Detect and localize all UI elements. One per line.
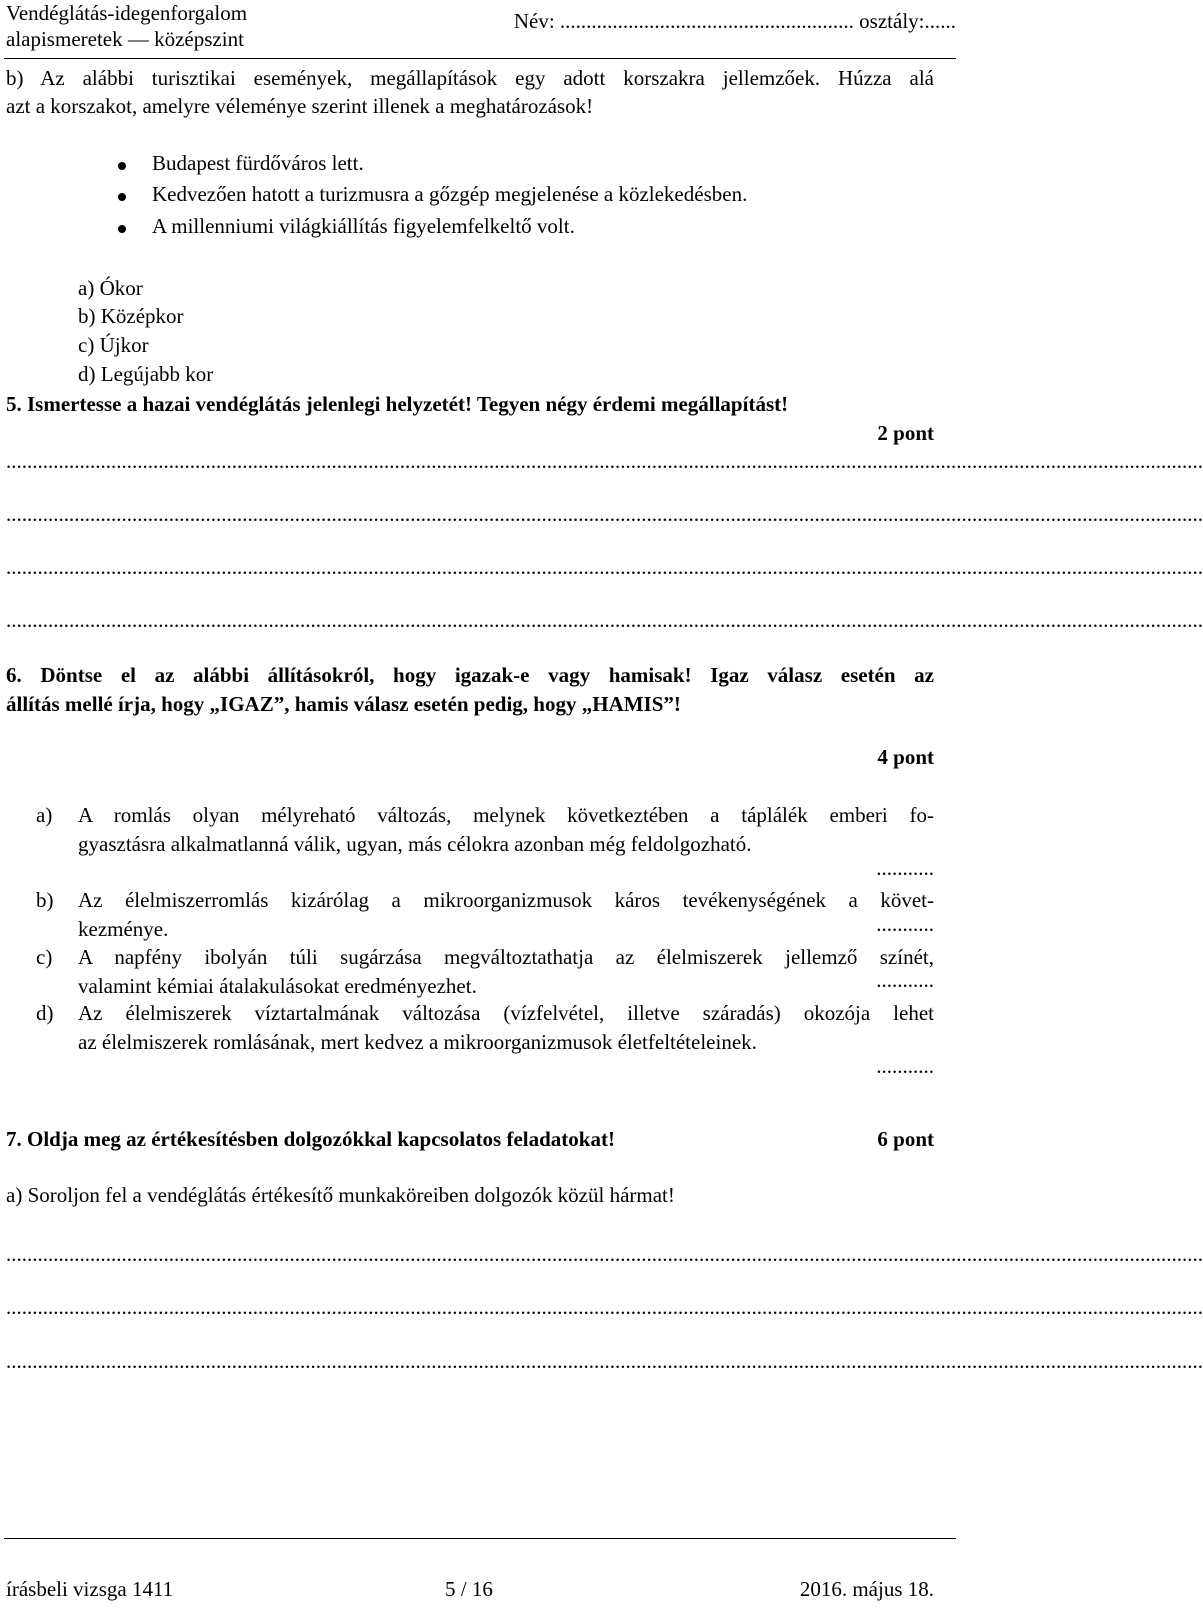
q6-item-a-line2: gyasztásra alkalmatlanná válik, ugyan, más célokra azonban még feldolgozható.	[78, 832, 752, 856]
q6-item-a-answer[interactable]: ...........	[876, 856, 934, 880]
q4b-bullet-1: Budapest fürdőváros lett.	[152, 151, 364, 175]
q6-item-c-line2: valamint kémiai átalakulásokat eredményezhet.	[78, 974, 477, 998]
q6-points: 4 pont	[877, 745, 934, 769]
q6-item-b-label: b)	[36, 888, 54, 912]
q4b-option-a[interactable]: a) Ókor	[78, 276, 143, 300]
q4b-option-c[interactable]: c) Újkor	[78, 333, 149, 357]
q5-answer-line-3[interactable]: ....................................................................................................................................................................................................................................	[6, 555, 1203, 579]
q5-points: 2 pont	[877, 421, 934, 445]
q7-sub-a: a) Soroljon fel a vendéglátás értékesítő munkaköreiben dolgozók közül hármat!	[6, 1183, 675, 1207]
header-subject	[6, 0, 247, 52]
q7-answer-line-1[interactable]: ....................................................................................................................................................................................................................................	[6, 1242, 1203, 1266]
bullet-icon	[118, 225, 126, 233]
bullet-icon	[118, 193, 126, 201]
q6-item-b-line1: Az élelmiszerromlás kizárólag a mikroorganizmusok káros tevékenységének a követ-	[78, 888, 934, 912]
q5-question: 5. Ismertesse a hazai vendéglátás jelenlegi helyzetét! Tegyen négy érdemi megállapítást!	[6, 392, 789, 416]
q6-item-d-line1: Az élelmiszerek víztartalmának változása (vízfelvétel, illetve száradás) okozója lehet	[78, 1001, 934, 1025]
q6-item-b-answer[interactable]: ...........	[876, 912, 934, 936]
q6-item-d-label: d)	[36, 1001, 54, 1025]
q7-points: 6 pont	[877, 1127, 934, 1151]
footer-page-number: 5 / 16	[445, 1577, 493, 1601]
q7-question: 7. Oldja meg az értékesítésben dolgozókkal kapcsolatos feladatokat!	[6, 1127, 615, 1151]
q4b-option-b[interactable]: b) Középkor	[78, 304, 184, 328]
q6-item-c-line1: A napfény ibolyán túli sugárzása megváltoztathatja az élelmiszerek jellemző színét,	[78, 945, 934, 969]
q7-answer-line-2[interactable]: ....................................................................................................................................................................................................................................	[6, 1295, 1203, 1319]
q4b-option-d[interactable]: d) Legújabb kor	[78, 362, 214, 386]
q5-answer-line-2[interactable]: ....................................................................................................................................................................................................................................	[6, 502, 1203, 526]
q4b-instruction-line1: b) Az alábbi turisztikai események, megállapítások egy adott korszakra jellemzőek. Húzza alá	[6, 66, 934, 90]
footer-exam-code: írásbeli vizsga 1411	[6, 1577, 174, 1601]
q6-item-b-line2: kezménye.	[78, 917, 169, 941]
header-subject-line2: alapismeretek — középszint	[6, 27, 244, 51]
q7-answer-line-3[interactable]: ....................................................................................................................................................................................................................................	[6, 1349, 1203, 1373]
q6-item-c-label: c)	[36, 945, 53, 969]
q6-item-d-line2: az élelmiszerek romlásának, mert kedvez a mikroorganizmusok életfeltételeinek.	[78, 1030, 757, 1054]
q4b-instruction-line2: azt a korszakot, amelyre véleménye szerint illenek a meghatározások!	[6, 94, 594, 118]
bullet-icon	[118, 162, 126, 170]
footer-date: 2016. május 18.	[799, 1577, 934, 1601]
q6-question-line2: állítás mellé írja, hogy „IGAZ”, hamis válasz esetén pedig, hogy „HAMIS”!	[6, 692, 681, 716]
q6-item-c-answer[interactable]: ...........	[876, 968, 934, 992]
footer-divider	[4, 1538, 956, 1539]
q4b-bullet-3: A millenniumi világkiállítás figyelemfelkeltő volt.	[152, 214, 575, 238]
header-subject-line1: Vendéglátás-idegenforgalom	[6, 1, 248, 25]
q4b-bullet-2: Kedvezően hatott a turizmusra a gőzgép megjelenése a közlekedésben.	[152, 182, 748, 206]
q5-answer-line-1[interactable]: ....................................................................................................................................................................................................................................	[6, 449, 1203, 473]
q5-answer-line-4[interactable]: ....................................................................................................................................................................................................................................	[6, 608, 1203, 632]
header-divider	[4, 58, 956, 59]
q6-item-a-line1: A romlás olyan mélyreható változás, melynek következtében a táplálék emberi fo-	[78, 803, 934, 827]
header-name-class-field[interactable]: Név: ........................................................ osztály:......	[513, 9, 956, 33]
q6-item-a-label: a)	[36, 803, 53, 827]
q6-question-line1: 6. Döntse el az alábbi állításokról, hogy igazak-e vagy hamisak! Igaz válasz esetén az	[6, 663, 934, 687]
q6-item-d-answer[interactable]: ...........	[876, 1054, 934, 1078]
